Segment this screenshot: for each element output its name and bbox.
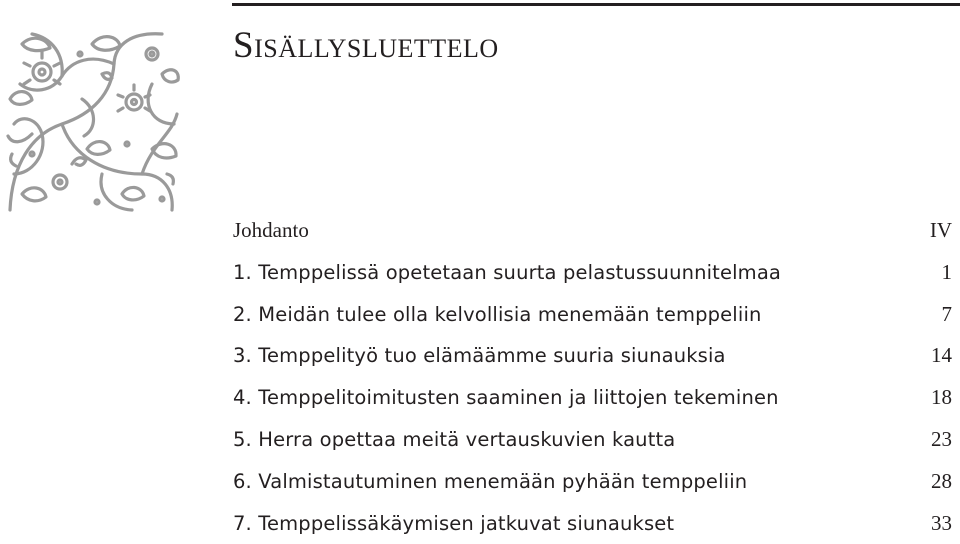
toc-entry-label: 1. Temppelissä opetetaan suurta pelastussuunnitelmaa: [233, 260, 782, 284]
page-title: Sisällysluettelo: [233, 25, 499, 66]
toc-entry-label: 2. Meidän tulee olla kelvollisia menemään temppeliin: [233, 302, 762, 326]
top-rule: [232, 3, 960, 6]
toc-entry-label: Johdanto: [233, 218, 309, 242]
floral-ornament-icon: [2, 24, 182, 216]
toc-page-number: 18: [931, 385, 952, 410]
toc-row-chapter-3[interactable]: [233, 335, 952, 377]
toc-entry-label: 3. Temppelityö tuo elämäämme suuria siunauksia: [233, 344, 726, 368]
table-of-contents: [233, 210, 952, 544]
toc-row-chapter-6[interactable]: [233, 461, 952, 503]
toc-row-chapter-2[interactable]: [233, 294, 952, 336]
toc-page-number: 7: [941, 301, 952, 326]
toc-entry-label: 4. Temppelitoimitusten saaminen ja liittojen tekeminen: [233, 386, 779, 410]
toc-page-number: 28: [931, 468, 952, 493]
toc-row-chapter-1[interactable]: [233, 252, 952, 294]
toc-page-number: IV: [929, 218, 952, 242]
toc-entry-label: 6. Valmistautuminen menemään pyhään temppeliin: [233, 469, 748, 493]
toc-row-chapter-4[interactable]: [233, 377, 952, 419]
toc-page-number: 14: [931, 343, 952, 368]
toc-row-introduction[interactable]: [233, 210, 952, 252]
toc-row-chapter-7[interactable]: [233, 503, 952, 544]
toc-entry-label: 5. Herra opettaa meitä vertauskuvien kautta: [233, 427, 676, 451]
toc-page-number: 1: [941, 259, 952, 284]
toc-page-number: 33: [931, 510, 952, 535]
toc-row-chapter-5[interactable]: [233, 419, 952, 461]
toc-entry-label: 7. Temppelissäkäymisen jatkuvat siunaukset: [233, 511, 675, 535]
toc-page-number: 23: [931, 426, 952, 451]
